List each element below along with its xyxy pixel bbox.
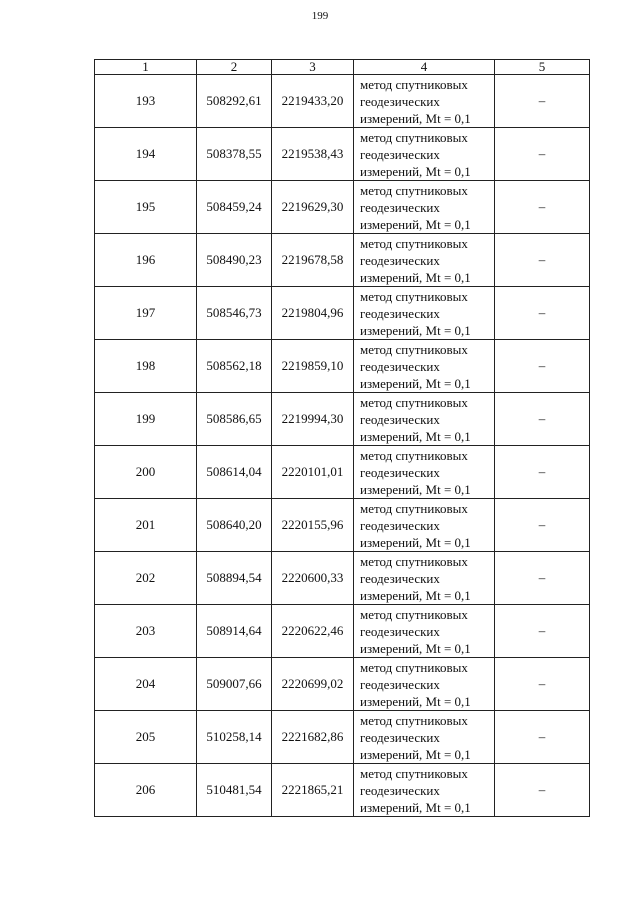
method-line: измерений, Mt = 0,1 (360, 163, 471, 179)
method-line: геодезических (360, 517, 440, 533)
method-cell (354, 658, 495, 711)
method-line: измерений, Mt = 0,1 (360, 799, 471, 815)
method-cell (354, 181, 495, 234)
y-coordinate-cell: 2219804,96 (272, 287, 354, 340)
point-number-cell: 202 (95, 552, 197, 605)
note-cell: – (495, 287, 590, 340)
method-line: геодезических (360, 252, 440, 268)
method-line: метод спутниковых (360, 76, 468, 92)
note-cell: – (495, 711, 590, 764)
page-number: 199 (311, 10, 329, 22)
method-cell (354, 287, 495, 340)
y-coordinate-cell: 2220622,46 (272, 605, 354, 658)
header-row (95, 60, 590, 75)
method-line: измерений, Mt = 0,1 (360, 269, 471, 285)
point-number-cell: 195 (95, 181, 197, 234)
method-line: измерений, Mt = 0,1 (360, 587, 471, 603)
method-line: метод спутниковых (360, 235, 468, 251)
method-cell (354, 340, 495, 393)
y-coordinate-cell: 2219994,30 (272, 393, 354, 446)
method-line: геодезических (360, 464, 440, 480)
y-coordinate-cell: 2219433,20 (272, 75, 354, 128)
y-coordinate-cell: 2220699,02 (272, 658, 354, 711)
table-header (95, 60, 590, 75)
table-row (95, 181, 590, 234)
method-line: геодезических (360, 729, 440, 745)
note-cell: – (495, 552, 590, 605)
note-cell: – (495, 658, 590, 711)
table-row (95, 393, 590, 446)
point-number-cell: 193 (95, 75, 197, 128)
table-body (95, 75, 590, 817)
x-coordinate-cell: 508562,18 (197, 340, 272, 393)
method-line: метод спутниковых (360, 606, 468, 622)
method-line: метод спутниковых (360, 288, 468, 304)
table-row (95, 234, 590, 287)
method-cell (354, 75, 495, 128)
method-line: измерений, Mt = 0,1 (360, 534, 471, 550)
method-line: геодезических (360, 570, 440, 586)
method-cell (354, 764, 495, 817)
method-line: метод спутниковых (360, 394, 468, 410)
table-row (95, 287, 590, 340)
method-line: измерений, Mt = 0,1 (360, 375, 471, 391)
point-number-cell: 194 (95, 128, 197, 181)
note-cell: – (495, 128, 590, 181)
method-cell (354, 552, 495, 605)
method-line: геодезических (360, 676, 440, 692)
method-line: геодезических (360, 93, 440, 109)
x-coordinate-cell: 508378,55 (197, 128, 272, 181)
table-row (95, 340, 590, 393)
x-coordinate-cell: 508546,73 (197, 287, 272, 340)
point-number-cell: 196 (95, 234, 197, 287)
x-coordinate-cell: 510481,54 (197, 764, 272, 817)
method-line: геодезических (360, 358, 440, 374)
x-coordinate-cell: 508292,61 (197, 75, 272, 128)
coordinates-table (94, 59, 590, 817)
note-cell: – (495, 181, 590, 234)
method-line: измерений, Mt = 0,1 (360, 640, 471, 656)
y-coordinate-cell: 2219538,43 (272, 128, 354, 181)
table-row (95, 711, 590, 764)
column-header-1: 1 (95, 60, 197, 75)
x-coordinate-cell: 510258,14 (197, 711, 272, 764)
method-line: геодезических (360, 411, 440, 427)
table-row (95, 605, 590, 658)
point-number-cell: 203 (95, 605, 197, 658)
x-coordinate-cell: 508459,24 (197, 181, 272, 234)
note-cell: – (495, 605, 590, 658)
column-header-5: 5 (495, 60, 590, 75)
x-coordinate-cell: 508894,54 (197, 552, 272, 605)
x-coordinate-cell: 508640,20 (197, 499, 272, 552)
y-coordinate-cell: 2219678,58 (272, 234, 354, 287)
y-coordinate-cell: 2219859,10 (272, 340, 354, 393)
method-line: измерений, Mt = 0,1 (360, 746, 471, 762)
method-line: метод спутниковых (360, 447, 468, 463)
column-header-4: 4 (354, 60, 495, 75)
table-row (95, 446, 590, 499)
y-coordinate-cell: 2220600,33 (272, 552, 354, 605)
method-line: геодезических (360, 782, 440, 798)
method-line: измерений, Mt = 0,1 (360, 693, 471, 709)
y-coordinate-cell: 2221865,21 (272, 764, 354, 817)
method-line: измерений, Mt = 0,1 (360, 322, 471, 338)
table-row (95, 128, 590, 181)
x-coordinate-cell: 508614,04 (197, 446, 272, 499)
method-cell (354, 128, 495, 181)
column-header-3: 3 (272, 60, 354, 75)
point-number-cell: 199 (95, 393, 197, 446)
table-row (95, 75, 590, 128)
method-line: метод спутниковых (360, 659, 468, 675)
method-line: метод спутниковых (360, 712, 468, 728)
method-cell (354, 605, 495, 658)
point-number-cell: 205 (95, 711, 197, 764)
y-coordinate-cell: 2221682,86 (272, 711, 354, 764)
method-cell (354, 234, 495, 287)
method-line: измерений, Mt = 0,1 (360, 428, 471, 444)
x-coordinate-cell: 509007,66 (197, 658, 272, 711)
method-line: метод спутниковых (360, 129, 468, 145)
table-row (95, 658, 590, 711)
y-coordinate-cell: 2219629,30 (272, 181, 354, 234)
y-coordinate-cell: 2220155,96 (272, 499, 354, 552)
point-number-cell: 197 (95, 287, 197, 340)
method-line: измерений, Mt = 0,1 (360, 110, 471, 126)
note-cell: – (495, 764, 590, 817)
method-line: метод спутниковых (360, 553, 468, 569)
point-number-cell: 204 (95, 658, 197, 711)
x-coordinate-cell: 508490,23 (197, 234, 272, 287)
method-cell (354, 499, 495, 552)
method-line: измерений, Mt = 0,1 (360, 216, 471, 232)
point-number-cell: 201 (95, 499, 197, 552)
table-row (95, 499, 590, 552)
table-row (95, 552, 590, 605)
method-line: геодезических (360, 305, 440, 321)
method-line: геодезических (360, 623, 440, 639)
y-coordinate-cell: 2220101,01 (272, 446, 354, 499)
column-header-2: 2 (197, 60, 272, 75)
method-line: геодезических (360, 199, 440, 215)
method-line: измерений, Mt = 0,1 (360, 481, 471, 497)
method-cell (354, 446, 495, 499)
note-cell: – (495, 234, 590, 287)
method-line: геодезических (360, 146, 440, 162)
note-cell: – (495, 446, 590, 499)
method-cell (354, 711, 495, 764)
note-cell: – (495, 75, 590, 128)
method-line: метод спутниковых (360, 500, 468, 516)
note-cell: – (495, 393, 590, 446)
method-line: метод спутниковых (360, 182, 468, 198)
x-coordinate-cell: 508586,65 (197, 393, 272, 446)
point-number-cell: 200 (95, 446, 197, 499)
point-number-cell: 198 (95, 340, 197, 393)
x-coordinate-cell: 508914,64 (197, 605, 272, 658)
point-number-cell: 206 (95, 764, 197, 817)
table-row (95, 764, 590, 817)
note-cell: – (495, 499, 590, 552)
method-cell (354, 393, 495, 446)
note-cell: – (495, 340, 590, 393)
method-line: метод спутниковых (360, 765, 468, 781)
method-line: метод спутниковых (360, 341, 468, 357)
